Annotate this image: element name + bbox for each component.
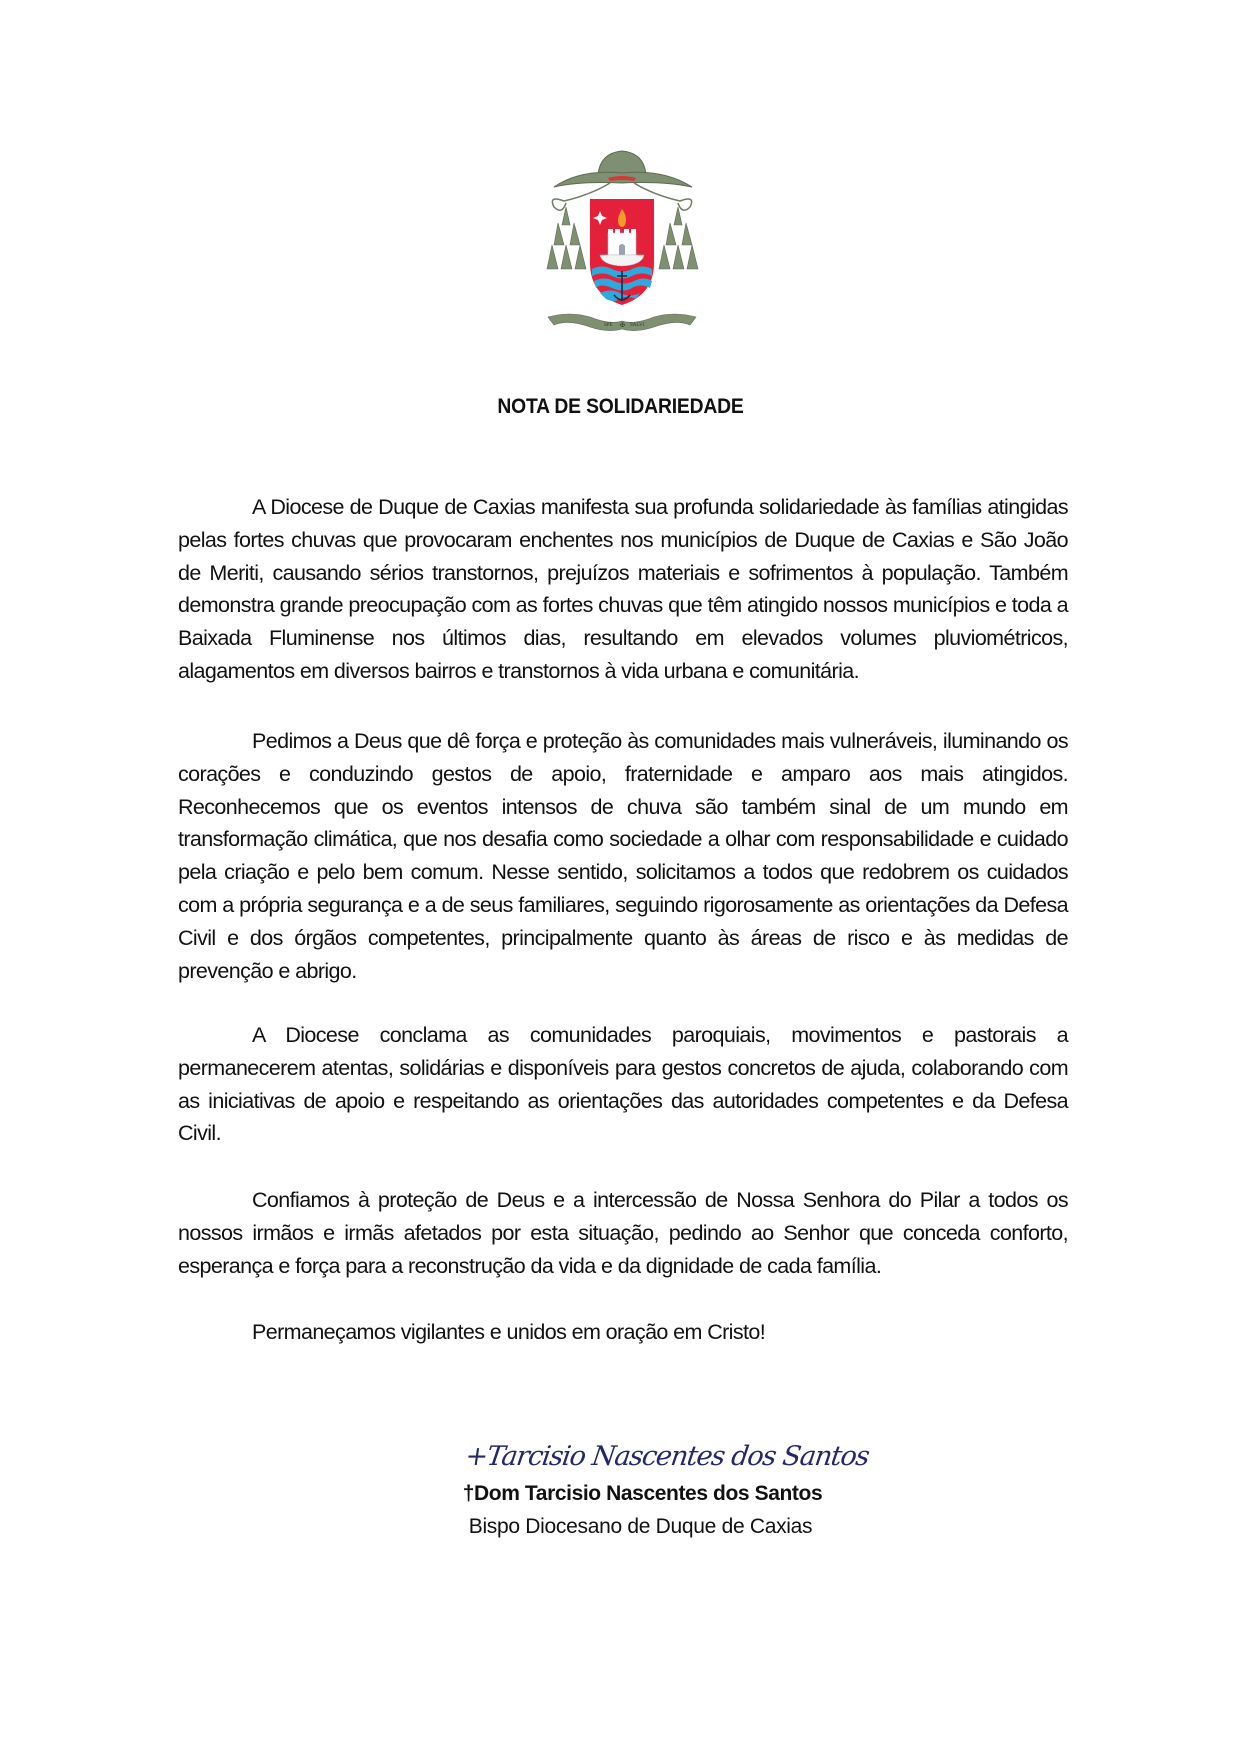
handwritten-signature: +Tarcisio Nascentes dos Santos xyxy=(463,1441,871,1472)
castle-icon xyxy=(608,229,636,255)
document-title: NOTA DE SOLIDARIEDADE xyxy=(497,395,744,418)
motto-right: SALVI xyxy=(630,323,645,328)
tassels-left-icon xyxy=(547,207,586,269)
paragraph-prayer: Pedimos a Deus que dê força e proteção às comunidades mais vulneráveis, iluminando os corações e conduzindo gestos de apoio, fraternidade e amparo aos mais atingidos. Reconhecemos que os eventos intensos de chuva são também sinal de um mundo em transformação climática, que nos desafia como sociedade a olhar com responsabilidade e cuidado pela criação e pelo bem comum. Nesse sentido, solicitamos a todos que redobrem os cuidados com a própria segurança e a de seus familiares, seguindo rigorosamente as orientações da Defesa Civil e dos órgãos competentes, principalmente quanto às áreas de risco e às medidas de prevenção e abrigo. xyxy=(178,729,1068,983)
signer-role: Bispo Diocesano de Duque de Caxias xyxy=(468,1515,813,1538)
paragraph-solidarity: A Diocese de Duque de Caxias manifesta sua profunda solidariedade às famílias atingidas pelas fortes chuvas que provocaram enchentes nos municípios de Duque de Caxias e São João de Meriti, causando sérios transtornos, prejuízos materiais e sofrimentos à população. Também demonstra grande preocupação com as fortes chuvas que têm atingido nossos municípios e toda a Baixada Fluminense nos últimos dias, resultando em elevados volumes pluviométricos, alagamentos em diversos bairros e transtornos à vida urbana e comunitária. xyxy=(178,495,1068,683)
coat-of-arms-icon xyxy=(540,145,705,340)
signer-name-line xyxy=(0,1482,1241,1506)
tassels-right-icon xyxy=(659,207,698,269)
signer-name: Dom Tarcisio Nascentes dos Santos xyxy=(474,1482,823,1505)
paragraph-entrustment: Confiamos à proteção de Deus e a intercessão de Nossa Senhora do Pilar a todos os nossos irmãos e irmãs afetados por esta situação, pedindo ao Senhor que conceda conforto, esperança e força para a reconstrução da vida e da dignidade de cada família. xyxy=(178,1188,1068,1278)
motto-cross: ✠ xyxy=(620,323,626,329)
paragraph-call-to-communities: A Diocese conclama as comunidades paroquiais, movimentos e pastorais a permanecerem atentas, solidárias e disponíveis para gestos concretos de ajuda, colaborando com as iniciativas de apoio e respeitando as orientações das autoridades competentes e da Defesa Civil. xyxy=(178,1023,1068,1146)
cross-icon: † xyxy=(462,1482,475,1505)
motto-left: SPE xyxy=(604,323,613,328)
signer-name-wrapper xyxy=(419,1482,822,1505)
paragraph-closing: Permaneçamos vigilantes e unidos em oração em Cristo! xyxy=(252,1320,766,1344)
galero-hat-icon xyxy=(598,151,646,175)
